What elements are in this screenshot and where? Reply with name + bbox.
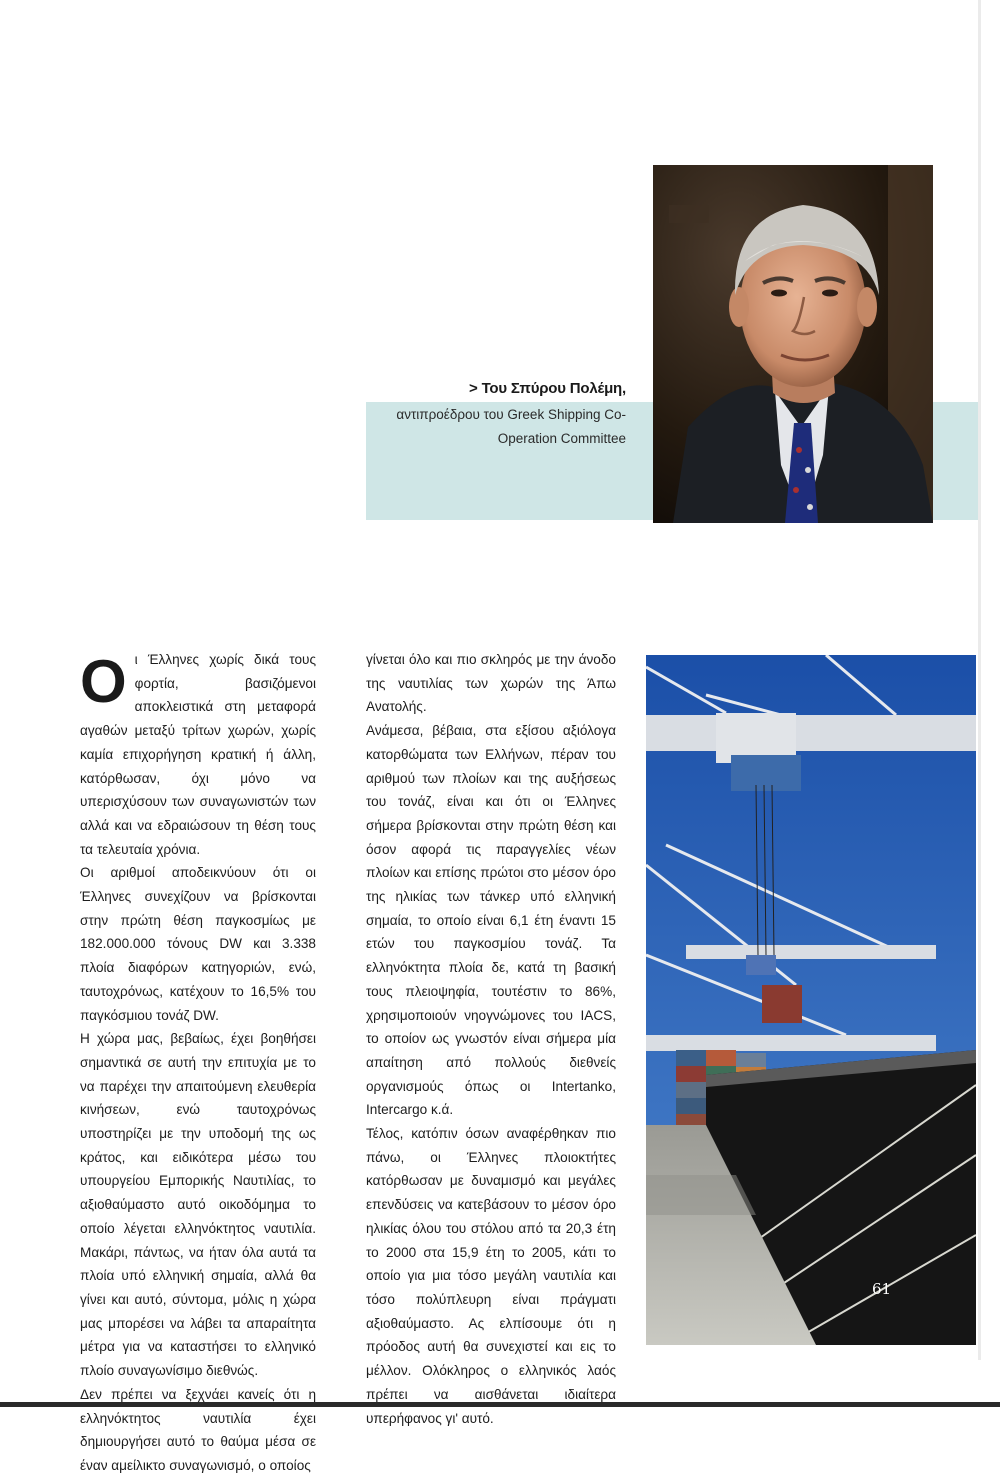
paragraph: Ανάμεσα, βέβαια, στα εξίσου αξιόλογα κατορθώματα των Ελλήνων, πέραν του αριθμού των πλοίων και της αυξήσεως του τονάζ, είναι και ότι οι Έλληνες σήμερα βρίσκονται στην πρώτη θέση και όσον αφορά τις παραγγελίες νέων πλοίων και επίσης πρώτοι στο μέσον όρο της ηλικίας των τάνκερ υπό ελληνική σημαία, το οποίο είναι 6,1 έτη έναντι 15 ετών του παγκοσμίου τονάζ. Τα ελληνόκτητα πλοία δε, κατά τη βασική τους πλειοψηφία, τουτέστιν το 86%, χρησιμοποιούν νηογνώμονες του IACS, το οποίον ως γνωστόν είναι σήμερα μία απαίτηση από πολλούς διεθνείς οργανισμούς όπως οι Intertanko, Intercargo κ.ά. [366, 723, 616, 1118]
author-role [370, 403, 626, 451]
author-text: Του Σπύρου Πολέμη, [481, 380, 626, 397]
author-role-line-2: Operation Committee [497, 431, 626, 446]
paragraph-text: ι Έλληνες χωρίς δικά τους φορτία, βασιζόμενοι αποκλειστικά στη μεταφορά αγαθών μεταξύ τρίτων χωρών, χωρίς καμία επιχορήγηση κρατική ή άλλη, κατόρθωσαν, όχι μόνο να υπερισχύσουν των συναγωνιστών των αλλά και να εδραιώσουν τη θέση τους τα τελευταία χρόνια. [80, 652, 316, 857]
paragraph: Δεν πρέπει να ξεχνάει κανείς ότι η ελληνόκτητος ναυτιλία έχει δημιουργήσει αυτό το θαύμα μέσα σε έναν αμείλικτο συναγωνισμό, ο οποίος [80, 1386, 316, 1473]
paragraph: Οι αριθμοί αποδεικνύουν ότι οι Έλληνες συνεχίζουν να βρίσκονται στην πρώτη θέση παγκοσμίως με 182.000.000 τόνους DW και 3.338 πλοία διαφόρων κατηγοριών, ενώ, ταυτοχρόνως, κατέχουν το 16,5% του παγκόσμιου τονάζ DW. [80, 865, 316, 1023]
page-edge [978, 0, 981, 1360]
author-role-line-1: αντιπροέδρου του Greek Shipping Co- [396, 407, 626, 422]
paragraph: Η χώρα μας, βεβαίως, έχει βοηθήσει σημαντικά σε αυτή την επιτυχία με το να παρέχει την απαιτούμενη ελευθερία κινήσεων, ενώ ταυτοχρόνως υποστηρίζει με την υποδομή της ως κράτος, και ειδικότερα μέσω του υπουργείου Εμπορικής Ναυτιλίας, το αξιοθαύμαστο αυτό οικοδόμημα το οποίο λέγεται ελληνόκτητος ναυτιλία. Μακάρι, πάντως, να ήταν όλα αυτά τα πλοία υπό ελληνική σημαία, αλλά θα γίνει και αυτό, σύντομα, μόλις η χώρα μας μπορέσει να λάβει τα απαραίτητα μέτρα για να καταστήσει το ελληνικό πλοίο συναγωνίσιμο διεθνώς. [80, 1031, 316, 1379]
article-column-2 [366, 648, 616, 1430]
port-image [646, 655, 976, 1345]
paragraph [80, 648, 316, 861]
paragraph: γίνεται όλο και πιο σκληρός με την άνοδο της ναυτιλίας των χωρών της Άπω Ανατολής. [366, 652, 616, 715]
bottom-rule [0, 1402, 1000, 1407]
author-portrait [653, 165, 933, 523]
byline [370, 380, 626, 451]
paragraph: Τέλος, κατόπιν όσων αναφέρθηκαν πιο πάνω, οι Έλληνες πλοιοκτήτες κατόρθωσαν με δυναμισμό και μεγάλες επενδύσεις να κατεβάσουν το μέσον όρο ηλικίας όλου του στόλου από τα 20,3 έτη το 2000 στα 15,9 έτη το 2005, κάτι το οποίο για μια τόσο μεγάλη ναυτιλία και τόσο πολύπλευρη είναι πράγματι αξιοθαύμαστο. Ας ελπίσουμε ότι η πρόοδος αυτή θα συνεχιστεί και εις το μέλλον. Ολόκληρος ο ελληνικός λαός πρέπει να αισθάνεται ιδιαίτερα υπερήφανος γι' αυτό. [366, 1126, 616, 1426]
portrait-image [653, 165, 933, 523]
drop-cap: O [80, 648, 127, 715]
article-column-1 [80, 648, 316, 1478]
byline-arrow: > [469, 380, 482, 397]
port-photo [646, 655, 976, 1345]
author-name [370, 380, 626, 397]
page-number: 61 [872, 1280, 892, 1298]
